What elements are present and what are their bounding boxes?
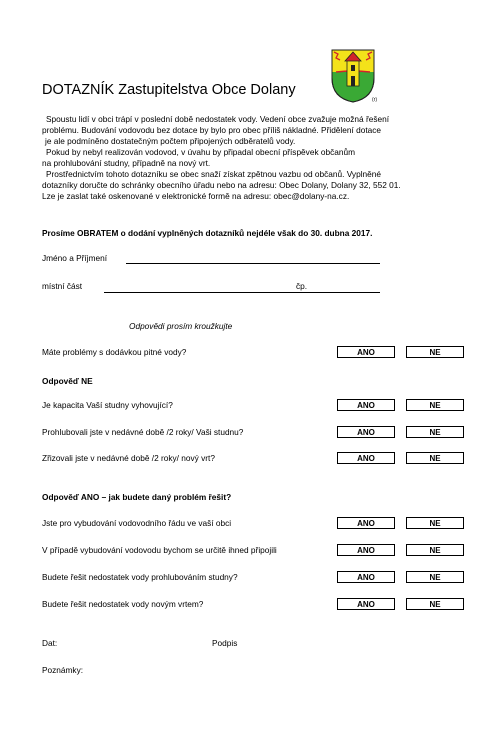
answer-yes-box[interactable]: ANO (337, 426, 395, 438)
question-deepen-well: Budete řešit nedostatek vody prohlubováním studny? (42, 572, 238, 582)
section-yes-title: Odpověď ANO – jak budete daný problém řešit? (42, 492, 232, 502)
answer-yes-box[interactable]: ANO (337, 346, 395, 358)
answer-no-box[interactable]: NE (406, 399, 464, 411)
intro-line: Prostřednictvím tohoto dotazníku se obec snaží získat zpětnou vazbu od občanů. Vyplněné (46, 169, 381, 179)
page-title: DOTAZNÍK Zastupitelstva Obce Dolany (42, 82, 296, 98)
deadline-note: Prosíme OBRATEM o dodání vyplněných dotazníků nejdéle však do 30. dubna 2017. (42, 228, 373, 238)
question-new-borehole: Zřizovali jste v nedávné době /2 roky/ nový vrt? (42, 453, 215, 463)
section-no-title: Odpověď NE (42, 376, 93, 386)
instruction-text: Odpovědi prosím kroužkujte (129, 321, 233, 331)
intro-line: Pokud by nebyl realizován vodovod, v úvahu by připadal obecní příspěvek občanům (46, 147, 356, 157)
cp-label: čp. (296, 281, 308, 291)
notes-label: Poznámky: (42, 665, 84, 675)
answer-no-box[interactable]: NE (406, 452, 464, 464)
answer-yes-box[interactable]: ANO (337, 571, 395, 583)
coat-of-arms-icon (330, 48, 376, 104)
question-well-capacity: Je kapacita Vaší studny vyhovující? (42, 400, 173, 410)
answer-no-box[interactable]: NE (406, 571, 464, 583)
answer-no-box[interactable]: NE (406, 346, 464, 358)
answer-no-box[interactable]: NE (406, 598, 464, 610)
intro-text (42, 114, 472, 202)
answer-no-box[interactable]: NE (406, 544, 464, 556)
question-connect: V případě vybudování vodovodu bychom se určitě ihned připojili (42, 545, 277, 555)
date-label: Dat: (42, 638, 58, 648)
question-new-borehole-solution: Budete řešit nedostatek vody novým vrtem? (42, 599, 204, 609)
name-field[interactable] (126, 263, 380, 264)
answer-yes-box[interactable]: ANO (337, 399, 395, 411)
signature-label: Podpis (212, 638, 238, 648)
answer-no-box[interactable]: NE (406, 517, 464, 529)
name-label: Jméno a Příjmení (42, 253, 108, 263)
part-field[interactable] (104, 292, 380, 293)
intro-line: Spoustu lidí v obci trápí v poslední době nedostatek vody. Vedení obce zvažuje možná řešení (46, 114, 389, 124)
question-water-supply: Máte problémy s dodávkou pitné vody? (42, 347, 187, 357)
question-water-mains: Jste pro vybudování vodovodního řádu ve vaší obci (42, 518, 232, 528)
intro-line: Lze je zaslat také oskenované v elektronické formě na adresu: obec@dolany-na.cz. (42, 191, 350, 201)
question-well-deepened: Prohlubovali jste v nedávné době /2 roky/ Vaši studnu? (42, 427, 244, 437)
answer-yes-box[interactable]: ANO (337, 452, 395, 464)
answer-no-box[interactable]: NE (406, 426, 464, 438)
intro-line: dotazníky doručte do schránky obecního úřadu nebo na adresu: Obec Dolany, Dolany 32, 552 01. (42, 180, 401, 190)
answer-yes-box[interactable]: ANO (337, 544, 395, 556)
answer-yes-box[interactable]: ANO (337, 517, 395, 529)
intro-line: problému. Budování vodovodu bez dotace by bylo pro obec příliš nákladné. Přidělení dotace (42, 125, 382, 135)
part-label: místní část (42, 281, 83, 291)
intro-line: na prohlubování studny, případně na nový vrt. (42, 158, 211, 168)
crest-mark: (r) (372, 97, 377, 103)
answer-yes-box[interactable]: ANO (337, 598, 395, 610)
intro-line: je ale podmíněno dostatečným počtem připojených odběratelů vody. (45, 136, 296, 146)
